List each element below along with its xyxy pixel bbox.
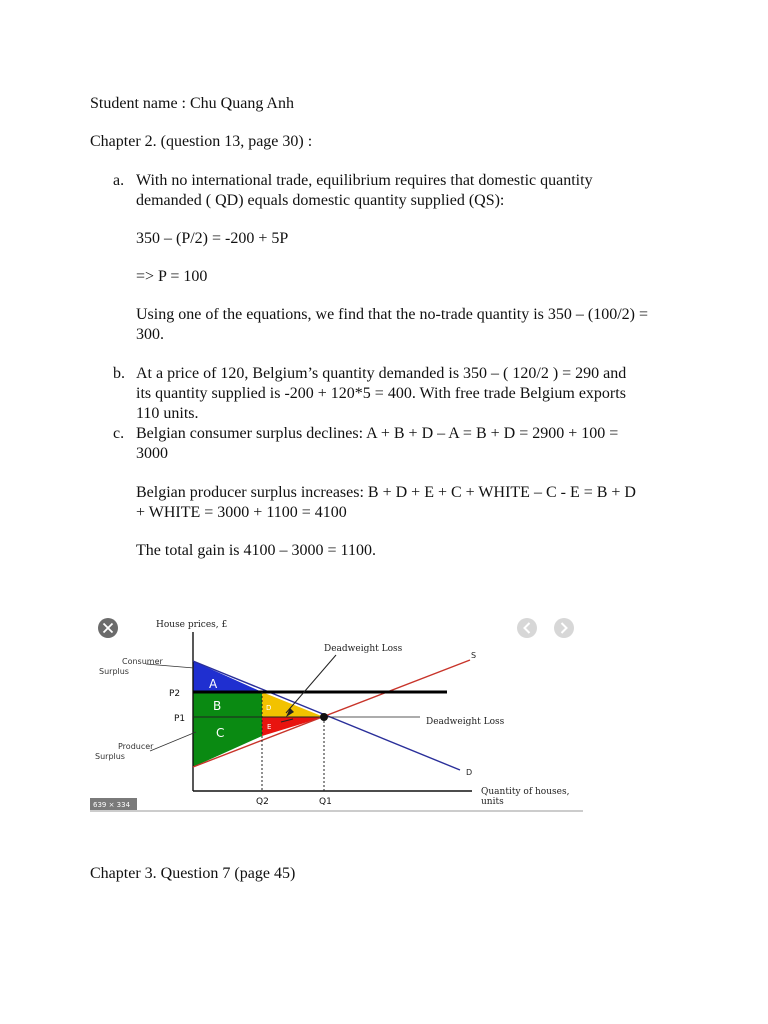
chevron-left-icon[interactable] (517, 618, 537, 638)
item-c-line-1: Belgian consumer surplus declines: A + B + D – A = B + D = 2900 + 100 = (136, 425, 619, 442)
region-b-fill (193, 692, 262, 717)
item-a-result: => P = 100 (136, 268, 208, 285)
item-a-equation: 350 – (P/2) = -200 + 5P (136, 230, 289, 247)
producer-surplus-label-1: Producer (118, 742, 154, 751)
p1-label: P1 (174, 714, 186, 724)
item-a-line-1: With no international trade, equilibrium requires that domestic quantity (136, 172, 593, 189)
consumer-surplus-label-2: Surplus (99, 667, 129, 676)
region-a-label: A (209, 677, 218, 691)
p2-label: P2 (169, 689, 181, 699)
image-size-badge-text: 639 × 334 (93, 801, 131, 809)
y-axis-label: House prices, £ (156, 620, 228, 630)
q1-label: Q1 (319, 797, 332, 807)
x-axis-label-2: units (481, 797, 504, 807)
item-b-line-1: At a price of 120, Belgium’s quantity demanded is 350 – ( 120/2 ) = 290 and (136, 365, 627, 382)
region-b-label: B (213, 699, 222, 713)
close-icon[interactable] (98, 618, 118, 638)
demand-label: D (466, 768, 473, 777)
chapter2-heading: Chapter 2. (question 13, page 30) : (90, 133, 313, 150)
consumer-surplus-label-1: Consumer (122, 657, 163, 666)
producer-surplus-label-2: Surplus (95, 752, 125, 761)
region-d-label: D (266, 704, 272, 712)
item-c-producer-1: Belgian producer surplus increases: B + D + E + C + WHITE – C - E = B + D (136, 484, 636, 501)
item-a-line-2: demanded ( QD) equals domestic quantity supplied (QS): (136, 192, 505, 209)
chapter3-heading: Chapter 3. Question 7 (page 45) (90, 865, 296, 882)
item-b-line-3: 110 units. (136, 405, 199, 422)
supply-label: S (471, 651, 477, 660)
deadweight-right-label: Deadweight Loss (426, 717, 505, 727)
deadweight-top-label: Deadweight Loss (324, 644, 403, 654)
x-axis-label-1: Quantity of houses, (481, 787, 570, 797)
list-marker-b: b. (113, 365, 125, 382)
item-b-line-2: its quantity supplied is -200 + 120*5 = 400. With free trade Belgium exports (136, 385, 626, 402)
item-a-followup-1: Using one of the equations, we find that the no-trade quantity is 350 – (100/2) = (136, 306, 649, 323)
item-a-followup-2: 300. (136, 326, 164, 343)
list-marker-c: c. (113, 425, 125, 442)
region-e-label: E (267, 723, 272, 731)
q2-label: Q2 (256, 797, 269, 807)
item-c-line-2: 3000 (136, 445, 168, 462)
student-name-line: Student name : Chu Quang Anh (90, 95, 294, 112)
chevron-right-icon[interactable] (554, 618, 574, 638)
list-marker-a: a. (113, 172, 125, 189)
surplus-diagram-figure (90, 610, 583, 812)
item-c-total: The total gain is 4100 – 3000 = 1100. (136, 542, 376, 559)
equilibrium-point (320, 713, 328, 721)
region-c-label: C (216, 726, 225, 740)
item-c-producer-2: + WHITE = 3000 + 1100 = 4100 (136, 504, 347, 521)
